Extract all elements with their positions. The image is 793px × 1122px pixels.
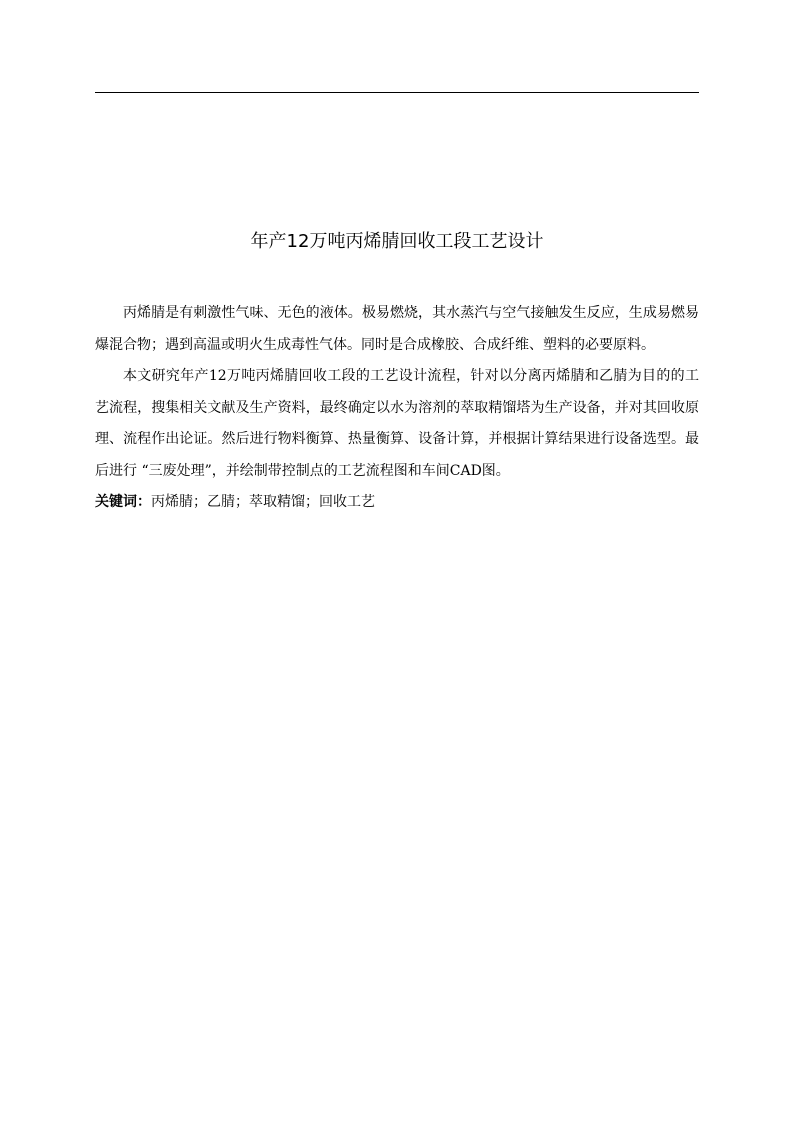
abstract-paragraph-2: 本文研究年产12万吨丙烯腈回收工段的工艺设计流程，针对以分离丙烯腈和乙腈为目的的工艺流程，搜集相关文献及生产资料，最终确定以水为溶剂的萃取精馏塔为生产设备，并对其回收原理、流程作出论证。然后进行物料衡算、热量衡算、设备计算，并根据计算结果进行设备选型。最后进行 “三废处理”，并绘制带控制点的工艺流程图和车间CAD图。 bbox=[95, 368, 699, 479]
keywords-label: 关键词： bbox=[95, 494, 151, 510]
header-rule bbox=[95, 92, 699, 93]
keywords-line bbox=[95, 487, 699, 519]
keywords-text: 丙烯腈；乙腈；萃取精馏；回收工艺 bbox=[151, 494, 375, 510]
abstract-body bbox=[95, 298, 699, 519]
page-title: 年产12万吨丙烯腈回收工段工艺设计 bbox=[250, 231, 544, 252]
abstract-paragraph-1: 丙烯腈是有刺激性气味、无色的液体。极易燃烧，其水蒸汽与空气接触发生反应，生成易燃易爆混合物；遇到高温或明火生成毒性气体。同时是合成橡胶、合成纤维、塑料的必要原料。 bbox=[95, 305, 699, 353]
